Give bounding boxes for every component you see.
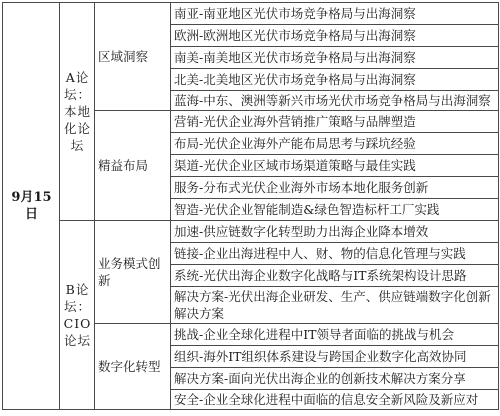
table-row <box>3 221 499 243</box>
topic-cell: 渠道-光伏企业区域市场渠道策略与最佳实践 <box>171 155 499 177</box>
topic-cell: 解决方案-面向光伏出海企业的创新技术解决方案分享 <box>171 368 499 390</box>
table-row <box>3 3 499 25</box>
topic-cell: 南亚-南亚地区光伏市场竞争格局与出海洞察 <box>171 3 499 25</box>
topic-cell: 加速-供应链数字化转型助力出海企业降本增效 <box>171 221 499 243</box>
topic-cell: 布局-光伏企业海外产能布局思考与踩坑经验 <box>171 133 499 155</box>
topic-cell: 服务-分布式光伏企业海外市场本地化服务创新 <box>171 177 499 199</box>
schedule-table <box>2 2 499 410</box>
topic-cell: 解决方案-光伏出海企业研发、生产、供应链端数字化创新解决方案 <box>171 287 499 324</box>
topic-cell: 欧洲-欧洲地区光伏市场竞争格局与出海洞察 <box>171 25 499 47</box>
group-lean-layout: 精益布局 <box>95 111 171 221</box>
group-regional-insight: 区域洞察 <box>95 3 171 111</box>
topic-cell: 蓝海-中东、澳洲等新兴市场光伏市场竞争格局与出海洞察 <box>171 91 499 111</box>
schedule-table-container <box>2 2 499 410</box>
topic-cell: 组织-海外IT组织体系建设与跨国企业数字化高效协同 <box>171 346 499 368</box>
topic-cell: 安全-企业全球化进程中面临的信息安全新风险及新应对 <box>171 390 499 410</box>
topic-cell: 南美-南美地区光伏市场竞争格局与出海洞察 <box>171 47 499 69</box>
forum-a-label: A论坛：本地化论坛 <box>60 3 95 221</box>
topic-cell: 挑战-企业全球化进程中IT领导者面临的挑战与机会 <box>171 324 499 346</box>
forum-b-label: B论坛：CIO论坛 <box>60 221 95 410</box>
group-business-model-innovation: 业务模式创新 <box>95 221 171 324</box>
group-digital-transformation: 数字化转型 <box>95 324 171 410</box>
topic-cell: 智造-光伏企业智能制造&绿色智造标杆工厂实践 <box>171 199 499 221</box>
topic-cell: 系统-光伏出海企业数字化战略与IT系统架构设计思路 <box>171 265 499 287</box>
topic-cell: 北美-北美地区光伏市场竞争格局与出海洞察 <box>171 69 499 91</box>
topic-cell: 营销-光伏企业海外营销推广策略与品牌塑造 <box>171 111 499 133</box>
date-cell: 9月15日 <box>3 3 60 410</box>
topic-cell: 链接-企业出海进程中人、财、物的信息化管理与实践 <box>171 243 499 265</box>
